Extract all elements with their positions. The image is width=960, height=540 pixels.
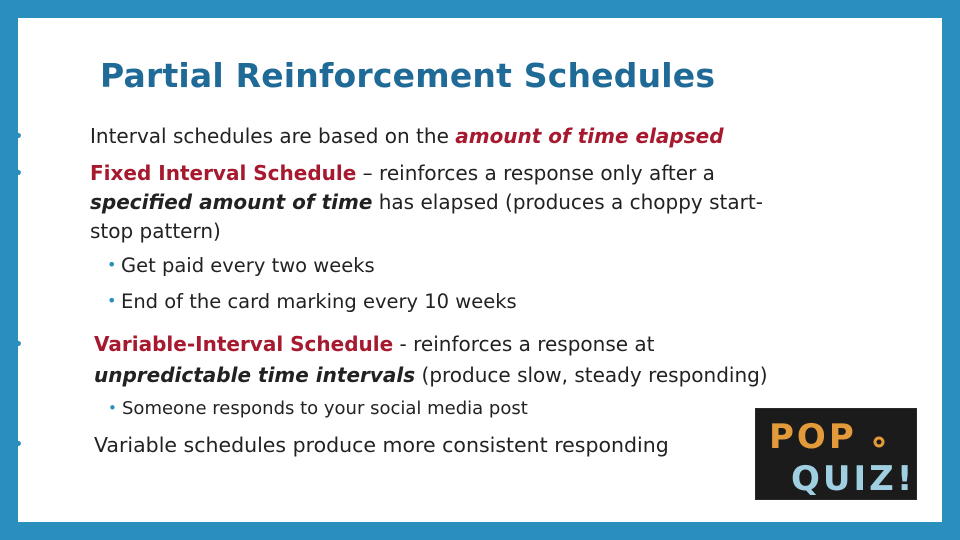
bullet-3-line-2 bbox=[94, 363, 768, 387]
slide-canvas bbox=[13, 18, 942, 522]
bullet-2-term: Fixed Interval Schedule bbox=[90, 161, 357, 185]
bullet-1-text: Interval schedules are based on the bbox=[90, 124, 456, 148]
bullet-dot: • bbox=[13, 163, 24, 184]
sub-bullet-dot: • bbox=[107, 291, 117, 310]
bullet-2-line-2 bbox=[90, 190, 763, 214]
bullet-2-sub-1: Get paid every two weeks bbox=[121, 254, 375, 277]
bullet-3-line-2-text: (produce slow, steady responding) bbox=[415, 363, 768, 387]
bullet-1 bbox=[90, 124, 724, 148]
slide-title: Partial Reinforcement Schedules bbox=[100, 56, 716, 95]
bullet-dot: • bbox=[13, 434, 24, 455]
bullet-2 bbox=[90, 161, 715, 185]
bullet-2-text: – reinforces a response only after a bbox=[356, 161, 715, 185]
bullet-1-emphasis: amount of time elapsed bbox=[455, 124, 724, 148]
sub-bullet-dot: • bbox=[108, 399, 117, 417]
pop-text: POP bbox=[769, 417, 857, 457]
bullet-3-term: Variable-Interval Schedule bbox=[94, 332, 394, 356]
bullet-2-line-2-text: has elapsed (produces a choppy start- bbox=[372, 190, 763, 214]
bullet-2-line-3-text: stop pattern) bbox=[90, 219, 221, 243]
pop-quiz-image bbox=[755, 408, 917, 500]
bullet-3-emphasis: unpredictable time intervals bbox=[94, 363, 416, 387]
quiz-text: QUIZ! bbox=[791, 459, 916, 499]
bullet-3-text: - reinforces a response at bbox=[393, 332, 655, 356]
bullet-3 bbox=[94, 332, 655, 356]
bullet-3-sub-1: Someone responds to your social media post bbox=[122, 398, 528, 419]
bullet-2-emphasis: specified amount of time bbox=[90, 190, 373, 214]
bullet-2-sub-2: End of the card marking every 10 weeks bbox=[121, 290, 517, 313]
sub-bullet-dot: • bbox=[107, 255, 117, 274]
bullet-4: Variable schedules produce more consistent responding bbox=[94, 433, 669, 457]
bullet-dot: • bbox=[13, 126, 24, 147]
bullet-2-line-3 bbox=[90, 219, 221, 243]
bullet-dot: • bbox=[13, 334, 24, 355]
